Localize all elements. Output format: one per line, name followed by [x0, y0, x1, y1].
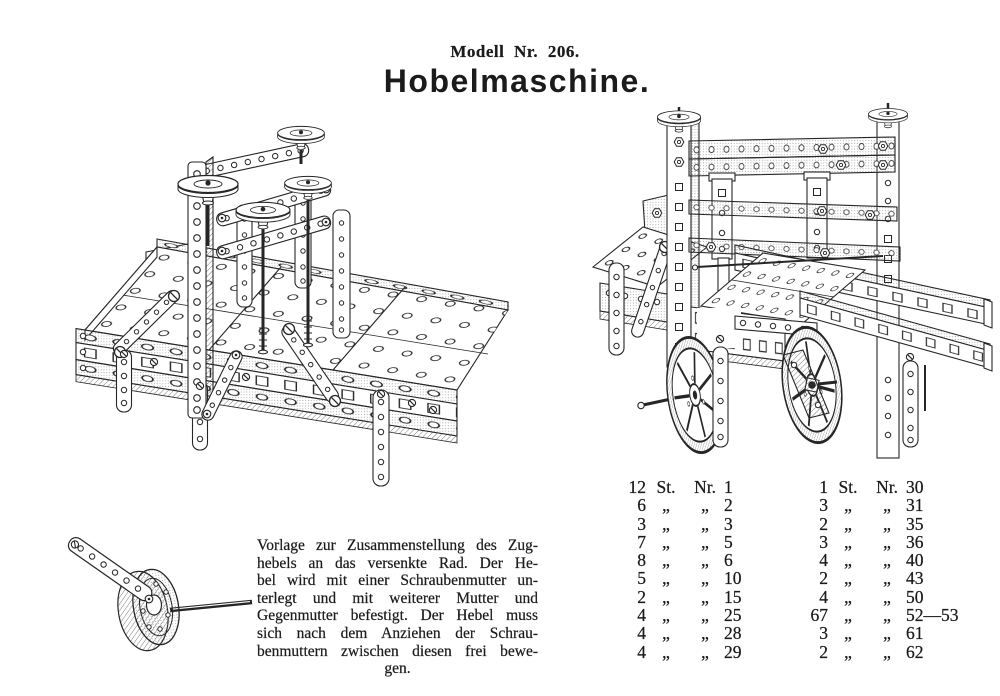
- qty-cell: 3: [819, 623, 828, 644]
- qty-cell: 67: [810, 605, 828, 626]
- nr-label-cell: „: [883, 605, 891, 626]
- illustration-lever-wheel-detail: [40, 525, 260, 675]
- unit-cell: „: [844, 550, 852, 571]
- part-number-cell: 61: [906, 623, 924, 644]
- unit-cell: „: [662, 605, 670, 626]
- qty-cell: 1: [819, 477, 828, 497]
- nr-label-cell: „: [883, 531, 891, 552]
- qty-cell: 4: [637, 641, 646, 662]
- qty-cell: 2: [819, 568, 828, 589]
- unit-cell: „: [844, 568, 852, 589]
- qty-cell: 2: [819, 641, 828, 662]
- nr-label-cell: „: [883, 568, 891, 589]
- unit-cell: „: [662, 495, 670, 516]
- part-number-cell: 29: [724, 641, 742, 662]
- unit-cell: „: [844, 531, 852, 552]
- unit-cell: „: [844, 641, 852, 662]
- parts-table-left: [612, 478, 808, 661]
- unit-cell: „: [844, 605, 852, 626]
- caption-line: bel wird mit einer Schraubenmutter un-: [257, 572, 538, 590]
- qty-cell: 2: [637, 586, 646, 607]
- part-number-cell: 28: [724, 623, 742, 644]
- part-number-cell: 2: [724, 495, 733, 516]
- nr-label-cell: „: [701, 531, 709, 552]
- part-number-cell: 3: [724, 513, 733, 534]
- nr-label-cell: „: [701, 513, 709, 534]
- qty-cell: 6: [637, 495, 646, 516]
- unit-cell: „: [844, 586, 852, 607]
- qty-cell: 2: [819, 513, 828, 534]
- part-number-cell: 52—53: [906, 605, 959, 626]
- part-number-cell: 31: [906, 495, 924, 516]
- nr-label-cell: „: [701, 495, 709, 516]
- part-number-cell: 5: [724, 531, 733, 552]
- nr-label-cell: „: [883, 550, 891, 571]
- nr-label-cell: „: [701, 605, 709, 626]
- unit-cell: St.: [656, 477, 676, 497]
- caption-text: [257, 537, 538, 678]
- caption-line: sich nach dem Anziehen der Schrau-: [257, 624, 538, 642]
- part-number-cell: 40: [906, 550, 924, 571]
- part-number-cell: 15: [724, 586, 742, 607]
- qty-cell: 12: [628, 477, 646, 497]
- qty-cell: 3: [819, 531, 828, 552]
- caption-line: benmuttern zwischen diesen frei bewe-: [257, 642, 538, 660]
- qty-cell: 3: [819, 495, 828, 516]
- unit-cell: St.: [838, 477, 858, 497]
- unit-cell: „: [662, 513, 670, 534]
- unit-cell: „: [844, 623, 852, 644]
- part-number-cell: 50: [906, 586, 924, 607]
- nr-label-cell: „: [883, 495, 891, 516]
- nr-label-cell: „: [701, 641, 709, 662]
- qty-cell: 3: [637, 513, 646, 534]
- nr-label-cell: „: [883, 641, 891, 662]
- unit-cell: „: [662, 623, 670, 644]
- qty-cell: 4: [819, 586, 828, 607]
- unit-cell: „: [844, 495, 852, 516]
- qty-cell: 7: [637, 531, 646, 552]
- unit-cell: „: [662, 641, 670, 662]
- unit-cell: „: [662, 586, 670, 607]
- caption-line: gen.: [384, 660, 411, 678]
- nr-label-cell: „: [701, 586, 709, 607]
- page-title: Hobelmaschine.: [383, 63, 651, 99]
- caption-line: terlegt und mit weiterer Mutter und: [257, 589, 538, 607]
- nr-label-cell: „: [701, 568, 709, 589]
- nr-label-cell: Nr.: [694, 477, 716, 497]
- part-number-cell: 6: [724, 550, 733, 571]
- qty-cell: 5: [637, 568, 646, 589]
- unit-cell: „: [662, 568, 670, 589]
- parts-table-right: [794, 478, 990, 661]
- nr-label-cell: „: [701, 550, 709, 571]
- unit-cell: „: [662, 550, 670, 571]
- qty-cell: 4: [637, 623, 646, 644]
- caption-line: Vorlage zur Zusammenstellung des Zug-: [257, 537, 538, 554]
- part-number-cell: 30: [906, 477, 924, 497]
- illustration-machine-perspective: [50, 100, 540, 500]
- part-number-cell: 43: [906, 568, 924, 589]
- qty-cell: 8: [637, 550, 646, 571]
- part-number-cell: 35: [906, 513, 924, 534]
- illustration-machine-wheel-view: [585, 95, 995, 495]
- nr-label-cell: „: [883, 586, 891, 607]
- part-number-cell: 1: [724, 477, 733, 497]
- qty-cell: 4: [819, 550, 828, 571]
- model-number-heading: Modell Nr. 206.: [450, 42, 580, 61]
- caption-line: Gegenmutter befestigt. Der Hebel muss: [257, 607, 538, 625]
- nr-label-cell: Nr.: [876, 477, 898, 497]
- nr-label-cell: „: [883, 513, 891, 534]
- part-number-cell: 36: [906, 531, 924, 552]
- nr-label-cell: „: [701, 623, 709, 644]
- part-number-cell: 62: [906, 641, 924, 662]
- unit-cell: „: [662, 531, 670, 552]
- caption-line: hebels an das versenkte Rad. Der He-: [257, 554, 538, 572]
- part-number-cell: 10: [724, 568, 742, 589]
- part-number-cell: 25: [724, 605, 742, 626]
- nr-label-cell: „: [883, 623, 891, 644]
- qty-cell: 4: [637, 605, 646, 626]
- unit-cell: „: [844, 513, 852, 534]
